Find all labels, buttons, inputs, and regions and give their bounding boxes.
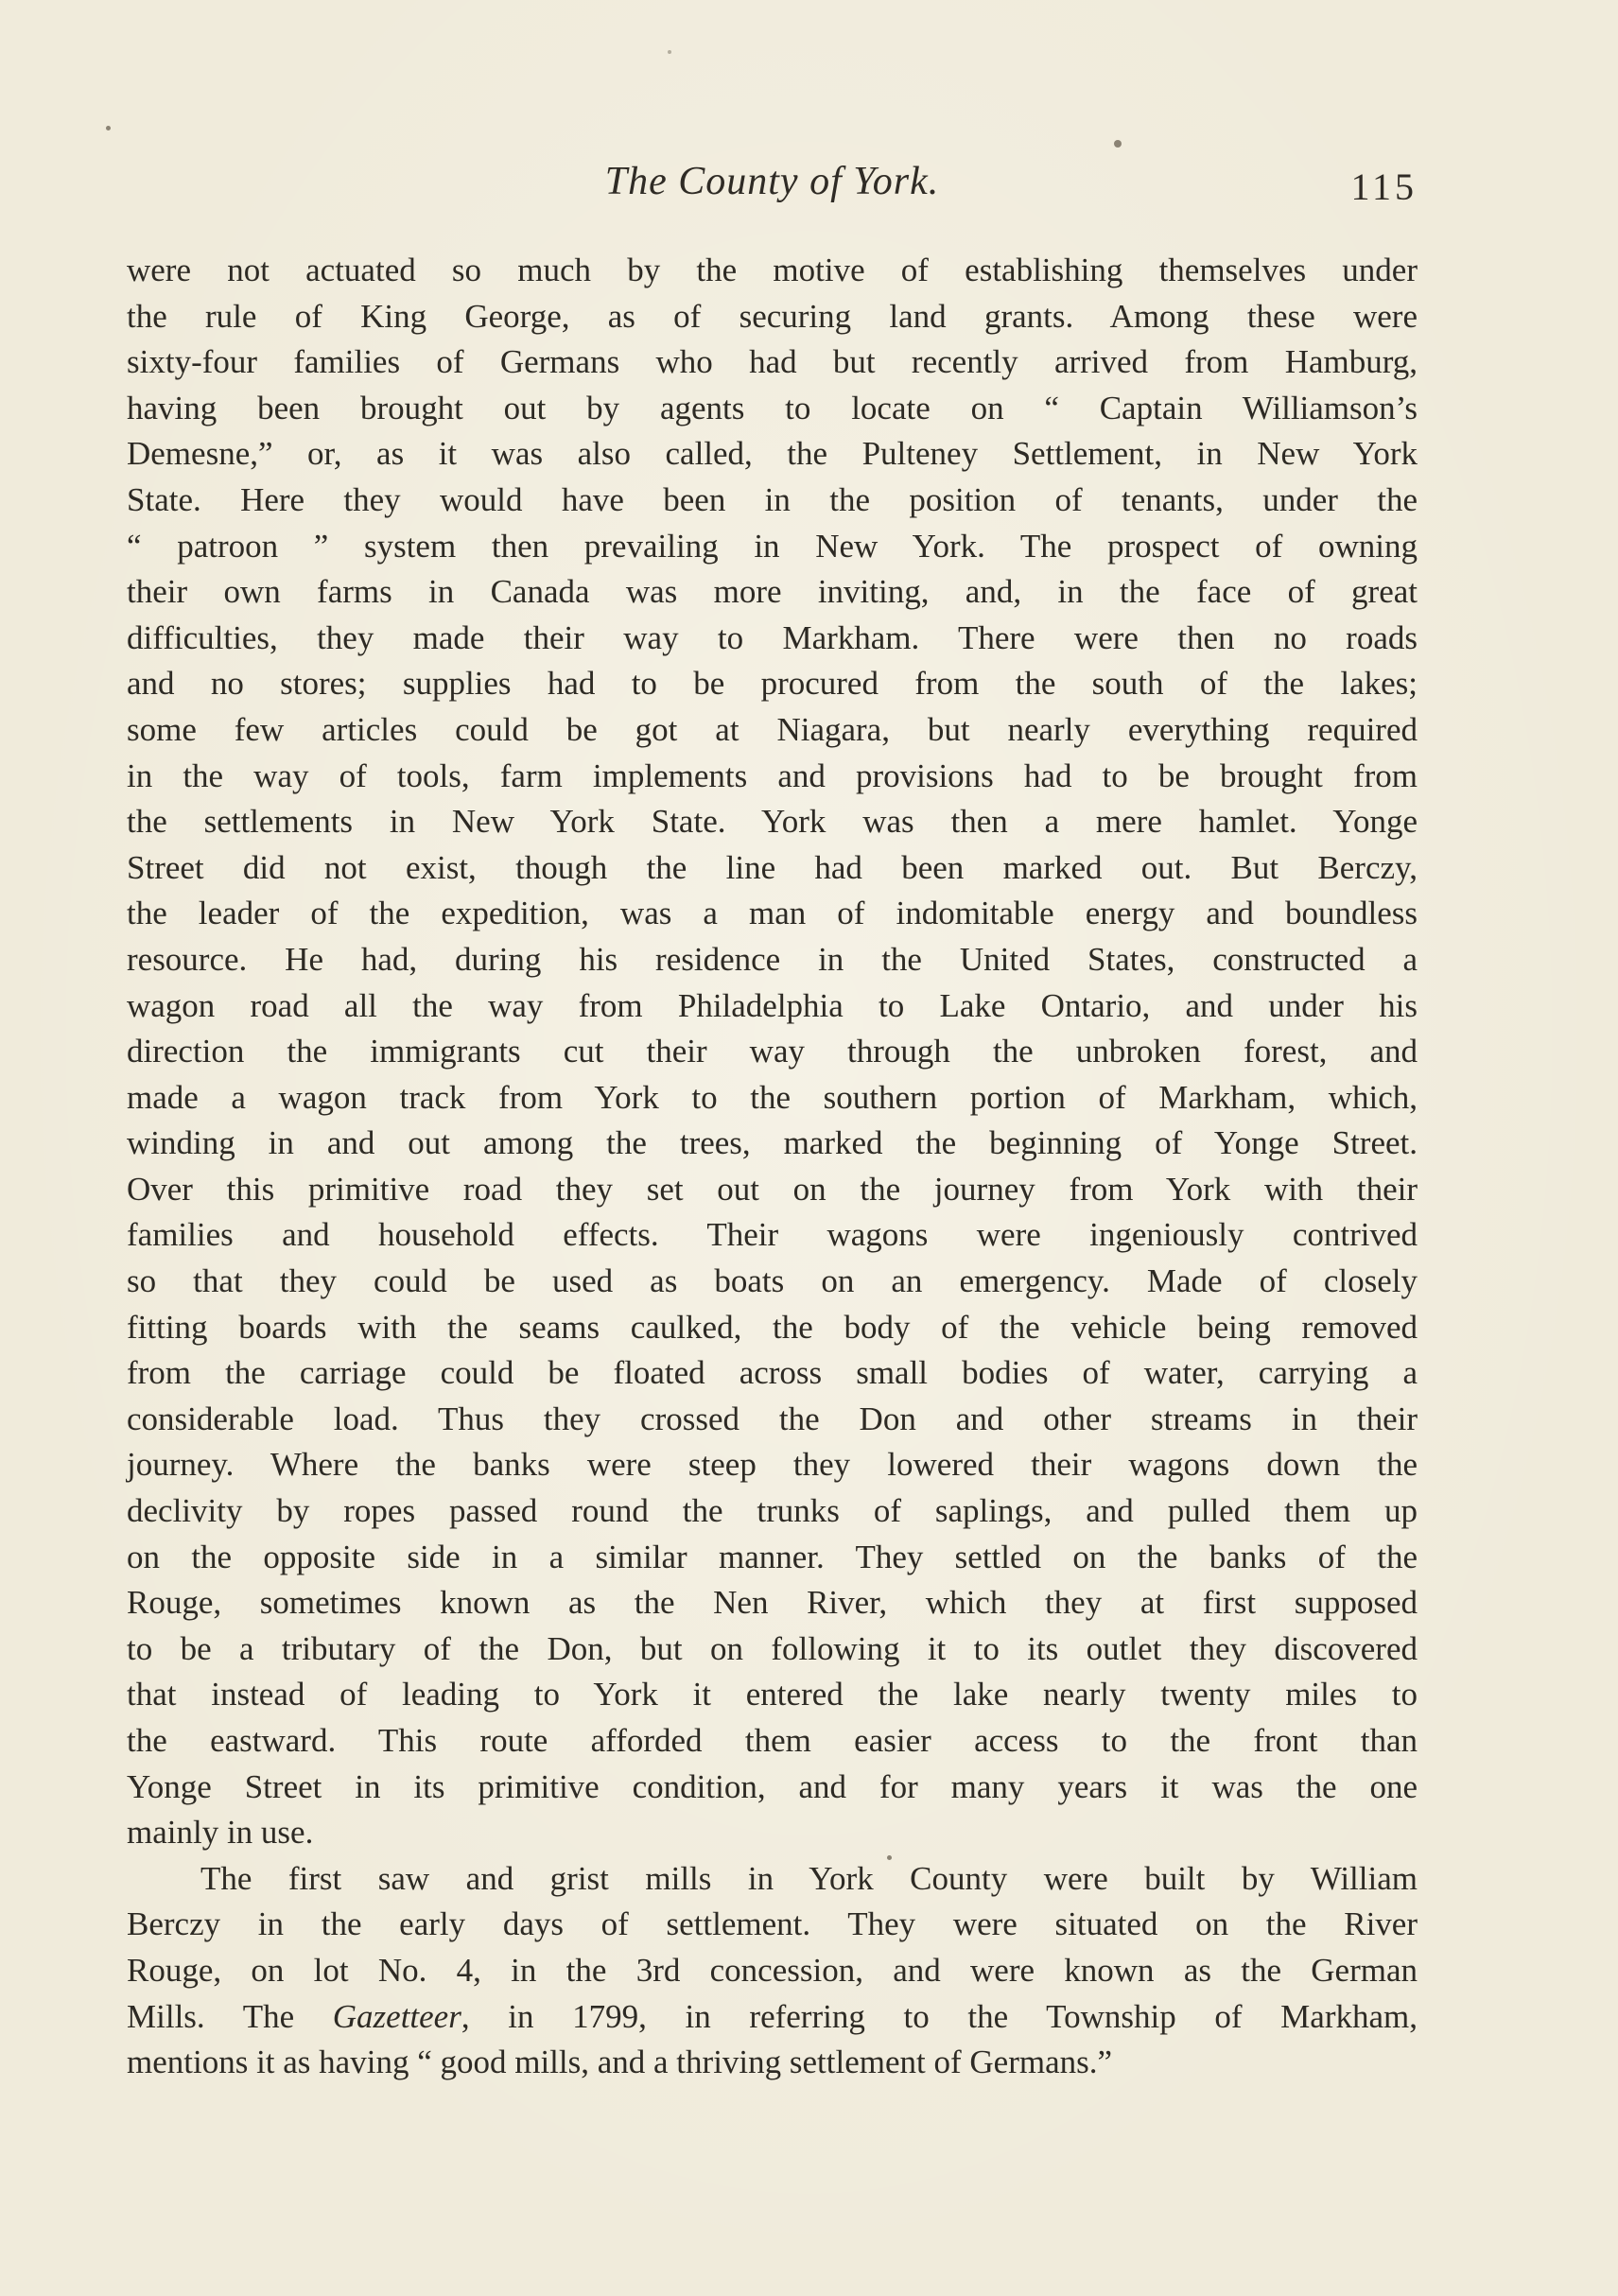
text-line: families and household effects. Their wagons were ingeniously contrived [127,1216,1418,1254]
text-line: and no stores; supplies had to be procured from the south of the lakes; [127,665,1418,703]
italic-title: Gazetteer [332,1997,461,2035]
text-line: Over this primitive road they set out on the journey from York with their [127,1170,1418,1208]
paper-speck [1114,140,1122,148]
text-line: on the opposite side in a similar manner. They settled on the banks of the [127,1538,1418,1575]
text-line: sixty-four families of Germans who had but recently arrived from Hamburg, [127,343,1418,381]
text-line: fitting boards with the seams caulked, the body of the vehicle being removed [127,1308,1418,1346]
paper-speck [668,50,671,54]
running-head [127,159,1418,216]
text-line: declivity by ropes passed round the trunks of saplings, and pulled them up [127,1492,1418,1530]
text-line: mentions it as having “ good mills, and a thriving settlement of Germans.” [127,2044,1113,2081]
text-line: The first saw and grist mills in York County were built by William [200,1859,1418,1897]
text-line: Rouge, sometimes known as the Nen River, which they at first supposed [127,1584,1418,1622]
text-line: in the way of tools, farm implements and provisions had to be brought from [127,757,1418,794]
text-line: Street did not exist, though the line had been marked out. But Berczy, [127,848,1418,886]
text-line: the settlements in New York State. York was then a mere hamlet. Yonge [127,803,1418,841]
page-number: 115 [1350,165,1418,208]
text-line: made a wagon track from York to the southern portion of Markham, which, [127,1078,1418,1116]
text-line: Berczy in the early days of settlement. They were situated on the River [127,1905,1418,1943]
text-line: “ patroon ” system then prevailing in New York. The prospect of owning [127,527,1418,565]
text-line: from the carriage could be floated across small bodies of water, carrying a [127,1354,1418,1392]
body-text [127,248,1418,2086]
running-title: The County of York. [604,160,940,203]
text-line: journey. Where the banks were steep they lowered their wagons down the [127,1446,1418,1484]
text-line: to be a tributary of the Don, but on following it to its outlet they discovered [127,1629,1418,1667]
text-line: their own farms in Canada was more inviting, and, in the face of great [127,573,1418,611]
text-line: considerable load. Thus they crossed the Don and other streams in their [127,1400,1418,1437]
text-line: having been brought out by agents to locate on “ Captain Williamson’s [127,389,1418,426]
text-line: direction the immigrants cut their way through the unbroken forest, and [127,1033,1418,1070]
text-line: resource. He had, during his residence in the United States, constructed a [127,940,1418,978]
text-line: winding in and out among the trees, marked the beginning of Yonge Street. [127,1124,1418,1162]
text-line: some few articles could be got at Niagara, but nearly everything required [127,710,1418,748]
paper-speck [887,1855,892,1860]
text-line-mixed [127,1994,1418,2041]
text-line: that instead of leading to York it entered the lake nearly twenty miles to [127,1676,1418,1713]
text-line: the eastward. This route afforded them easier access to the front than [127,1722,1418,1759]
text-line: difficulties, they made their way to Markham. There were then no roads [127,618,1418,656]
text-segment: , in 1799, in referring to the Township of Markham, [461,1997,1418,2035]
text-line: mainly in use. [127,1814,314,1852]
text-line: wagon road all the way from Philadelphia to Lake Ontario, and under his [127,986,1418,1024]
text-line: so that they could be used as boats on an emergency. Made of closely [127,1262,1418,1300]
text-line: Demesne,” or, as it was also called, the Pulteney Settlement, in New York [127,435,1418,473]
text-line: Rouge, on lot No. 4, in the 3rd concession, and were known as the German [127,1951,1418,1989]
text-line: the rule of King George, as of securing land grants. Among these were [127,297,1418,335]
text-line: State. Here they would have been in the position of tenants, under the [127,480,1418,518]
text-line: Yonge Street in its primitive condition, and for many years it was the one [127,1767,1418,1805]
paper-speck [106,126,111,130]
text-line: the leader of the expedition, was a man of indomitable energy and boundless [127,895,1418,932]
text-segment: Mills. The [127,1997,333,2035]
text-line: were not actuated so much by the motive of establishing themselves under [127,252,1418,288]
